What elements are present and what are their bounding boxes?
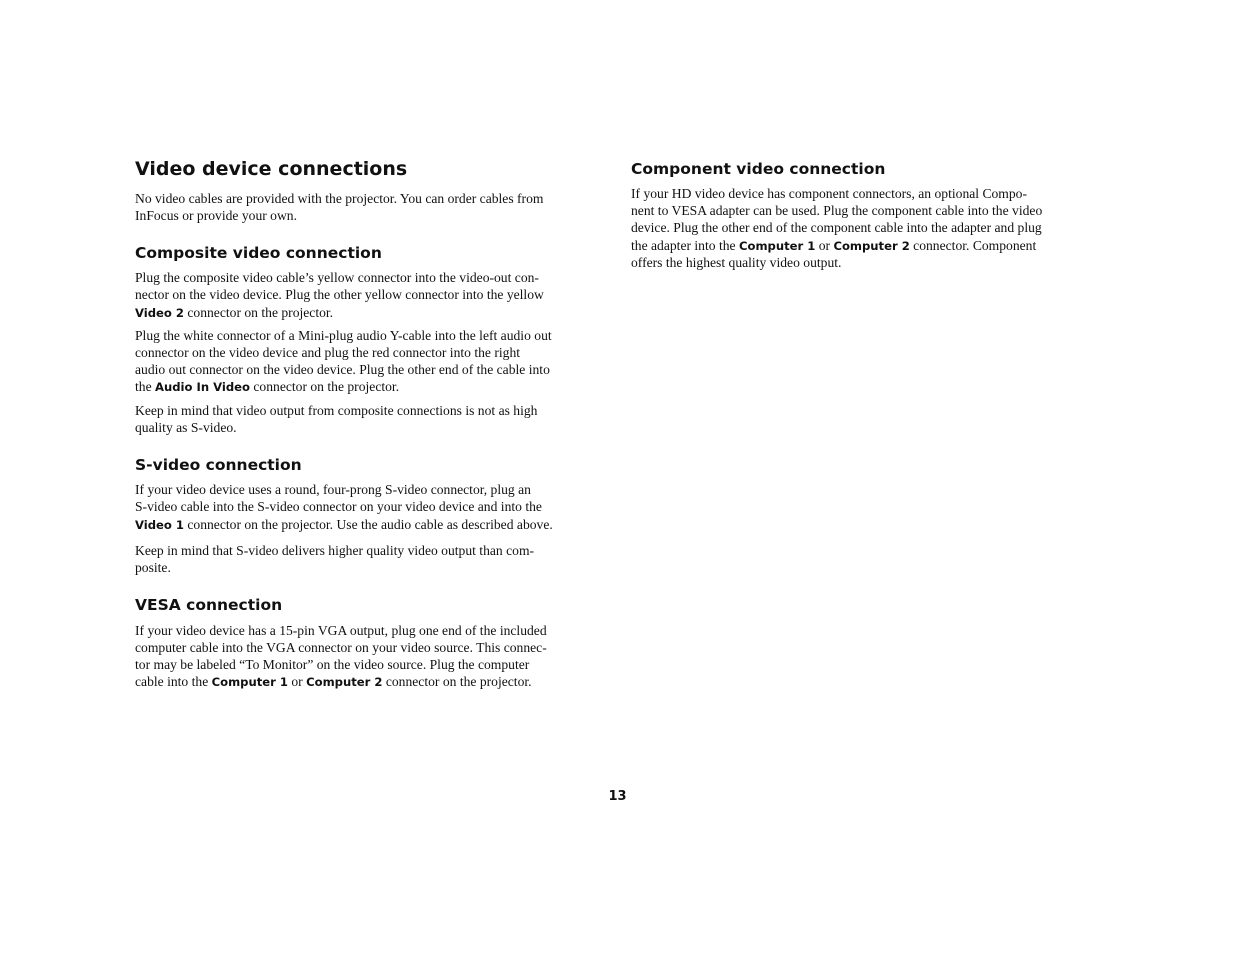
page-number: 13: [608, 789, 627, 804]
composite-p2-tail: connector on the projector.: [250, 379, 400, 394]
component-heading: Component video connection: [631, 160, 886, 178]
composite-heading: Composite video connection: [135, 244, 382, 262]
component-p1-line-1: If your HD video device has component connectors, an optional Compo-: [631, 186, 1028, 201]
composite-p1-tail: connector on the projector.: [183, 305, 334, 320]
computer-1-label: Computer 1: [211, 675, 288, 689]
svideo-heading: S-video connection: [135, 456, 302, 474]
component-p1-line-4: [631, 237, 1036, 255]
svideo-p1-tail: connector on the projector. Use the audio cable as described above.: [183, 517, 553, 532]
svideo-p1-line-3: [135, 516, 553, 534]
component-p1-line-5: offers the highest quality video output.: [631, 255, 842, 270]
composite-p2-line-2: connector on the video device and plug the red connector into the right: [135, 345, 521, 360]
svideo-p1-line-2: S-video cable into the S-video connector on your video device and into the: [135, 499, 542, 514]
intro-line-2: InFocus or provide your own.: [135, 208, 297, 223]
page-title: Video device connections: [135, 158, 408, 180]
composite-p3-line-2: quality as S-video.: [135, 420, 237, 435]
computer-2-label: Computer 2: [306, 675, 383, 689]
component-p1-or: or: [815, 238, 834, 253]
component-computer-1-label: Computer 1: [738, 239, 816, 253]
svideo-p2-line-2: posite.: [135, 560, 171, 575]
composite-p2-line-4: [135, 378, 399, 396]
svideo-p1-line-1: If your video device uses a round, four-prong S-video connector, plug an: [135, 482, 531, 497]
audio-in-video-label: Audio In Video: [155, 380, 250, 394]
composite-p2-line-3: audio out connector on the video device. Plug the other end of the cable into: [135, 362, 550, 377]
composite-p1-line-3: [135, 304, 333, 322]
composite-p3-line-1: Keep in mind that video output from composite connections is not as high: [135, 403, 538, 418]
composite-p1-line-1: Plug the composite video cable’s yellow connector into the video-out con-: [135, 270, 539, 285]
component-p1-tail: connector. Component: [909, 238, 1037, 253]
vesa-p1-line-2: computer cable into the VGA connector on your video source. This connec-: [135, 640, 547, 655]
vesa-p1-line-1: If your video device has a 15-pin VGA output, plug one end of the included: [135, 623, 547, 638]
component-computer-2-label: Computer 2: [833, 239, 910, 253]
composite-p2-line-1: Plug the white connector of a Mini-plug audio Y-cable into the left audio out: [135, 328, 552, 343]
intro-line-1: No video cables are provided with the projector. You can order cables from: [135, 191, 544, 206]
vesa-p1-tail: connector on the projector.: [382, 674, 532, 689]
svideo-p2-line-1: Keep in mind that S-video delivers higher quality video output than com-: [135, 543, 535, 558]
component-p1-pre: the adapter into the: [631, 238, 739, 253]
composite-p2-pre: the: [135, 379, 156, 394]
vesa-p1-line-3: tor may be labeled “To Monitor” on the video source. Plug the computer: [135, 657, 530, 672]
vesa-p1-line-4: [135, 673, 532, 691]
video-1-label: Video 1: [135, 518, 184, 532]
vesa-p1-pre: cable into the: [135, 674, 212, 689]
component-p1-line-3: device. Plug the other end of the component cable into the adapter and plug: [631, 220, 1042, 235]
vesa-p1-or: or: [287, 674, 307, 689]
component-p1-line-2: nent to VESA adapter can be used. Plug the component cable into the video: [631, 203, 1043, 218]
vesa-heading: VESA connection: [135, 596, 283, 614]
video-2-label: Video 2: [135, 306, 184, 320]
composite-p1-line-2: nector on the video device. Plug the other yellow connector into the yellow: [135, 287, 544, 302]
